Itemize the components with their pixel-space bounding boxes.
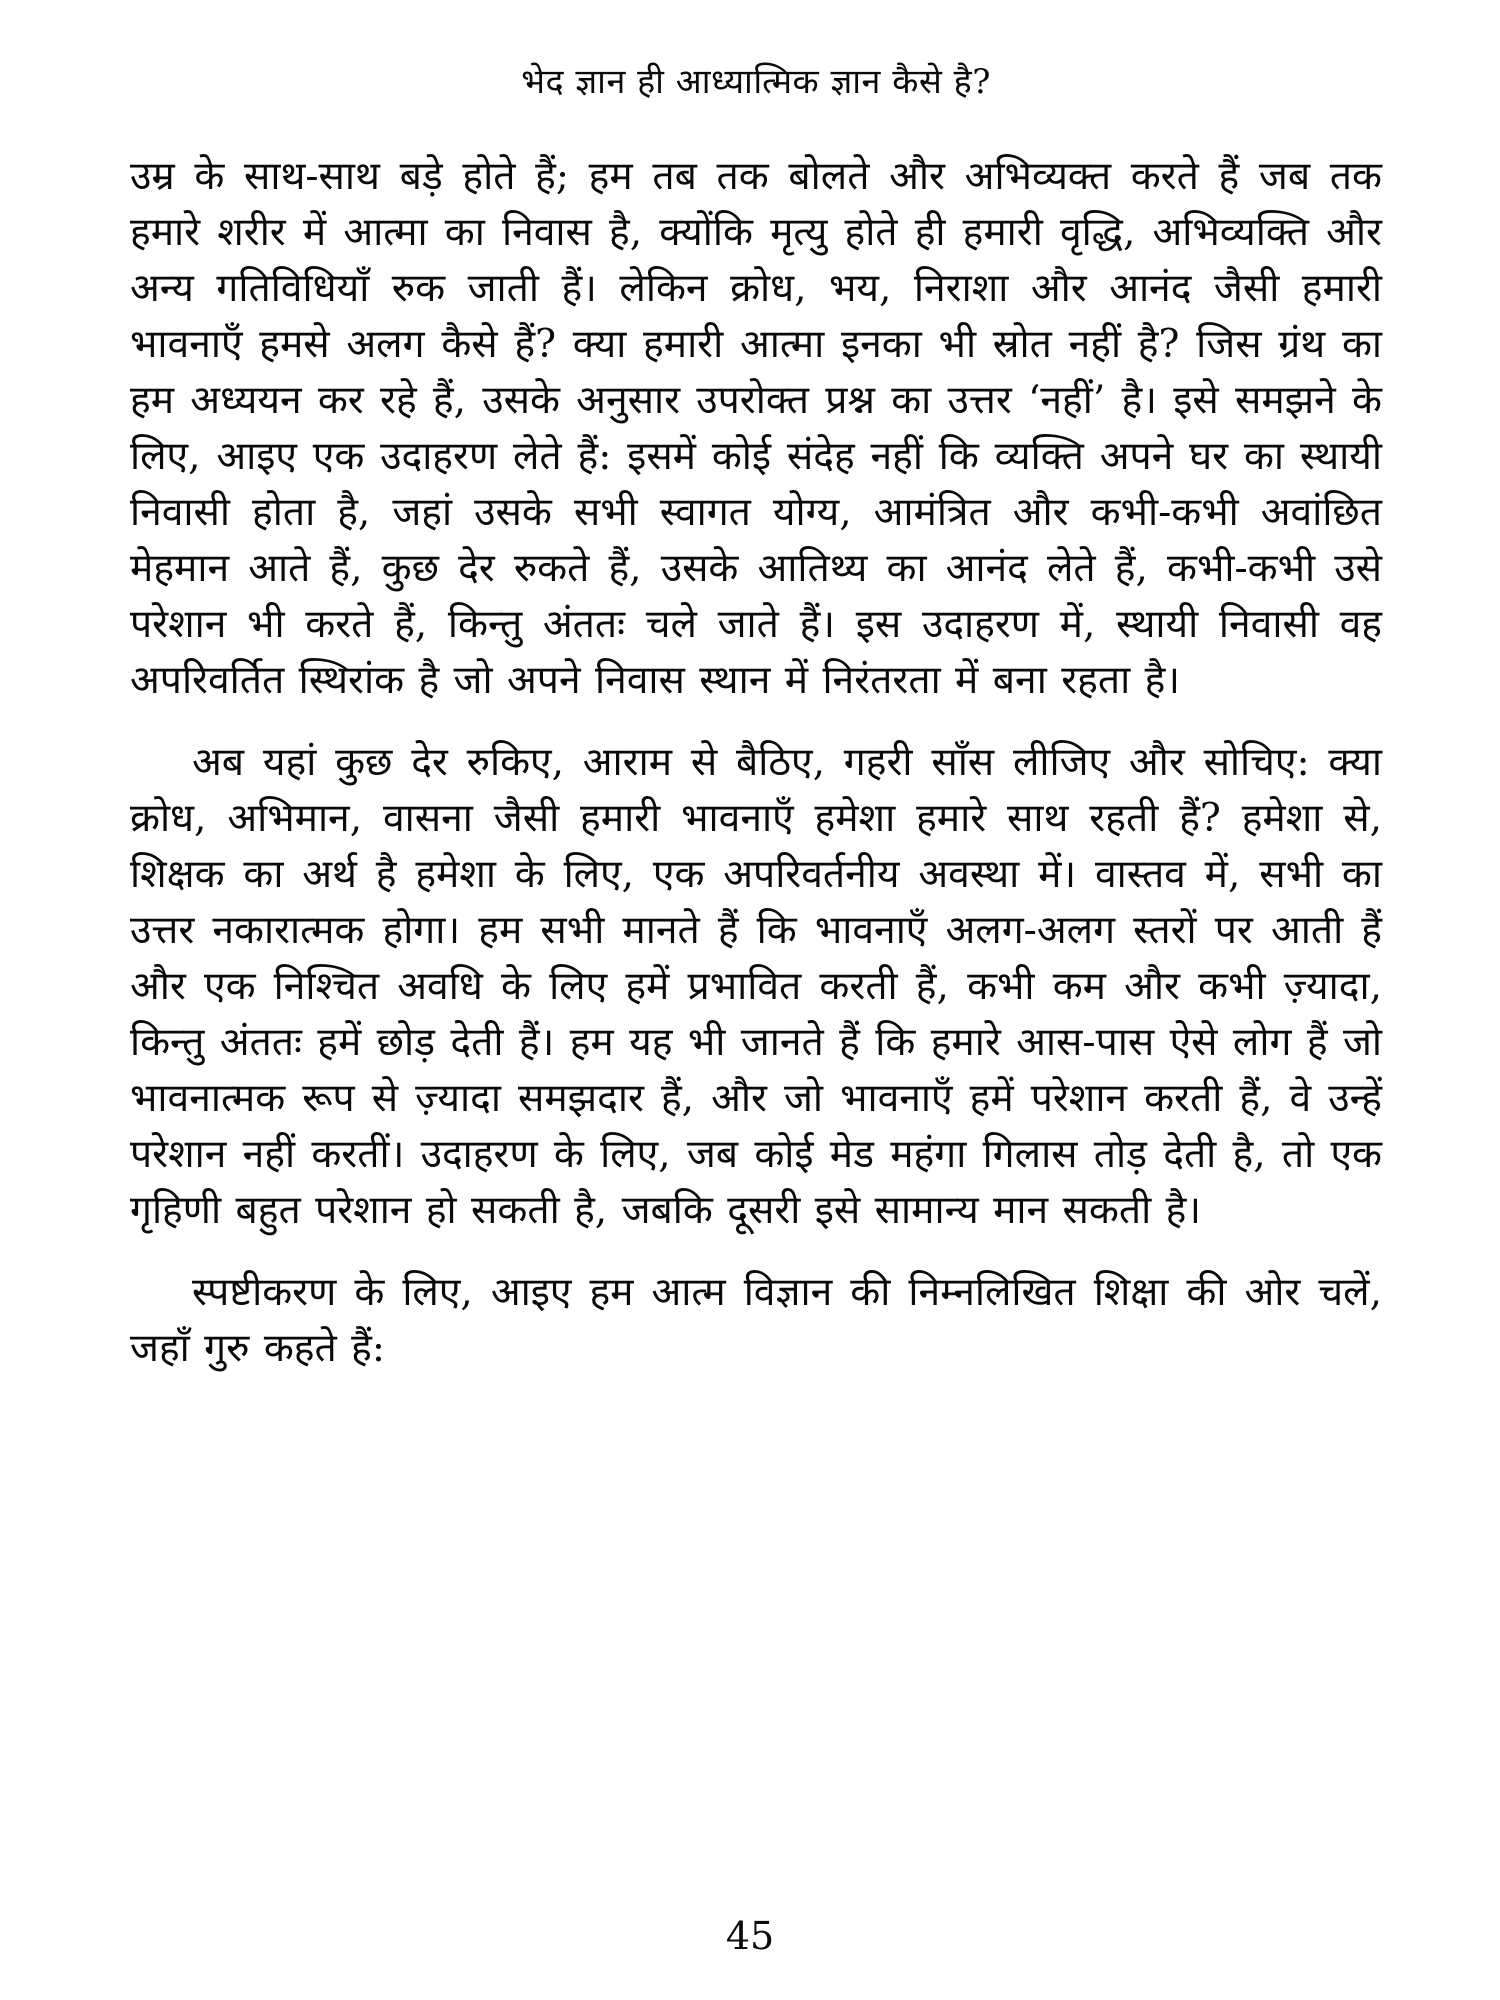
paragraph-transition: स्पष्टीकरण के लिए, आइए हम आत्म विज्ञान की निम्नलिखित शिक्षा की ओर चलें, जहाँ गुरु कहते हैं: (130, 1269, 1382, 1371)
page-number: 45 (725, 1914, 775, 1958)
paragraph-reflection: अब यहां कुछ देर रुकिए, आराम से बैठिए, गहरी साँस लीजिए और सोचिए: क्या क्रोध, अभिमान, वासना जैसी हमारी भावनाएँ हमेशा हमारे साथ रहती हैं? हमेशा से, शिक्षक का अर्थ है हमेशा के लिए, एक अपरिवर्तनीय अवस्था में। वास्तव में, सभी का उत्तर नकारात्मक होगा। हम सभी मानते हैं कि भावनाएँ अलग-अलग स्तरों पर आती हैं और एक निश्चित अवधि के लिए हमें प्रभावित करती हैं, कभी कम और कभी ज़्यादा, किन्तु अंततः हमें छोड़ देती हैं। हम यह भी जानते हैं कि हमारे आस-पास ऐसे लोग हैं जो भावनात्मक रूप से ज़्यादा समझदार हैं, और जो भावनाएँ हमें परेशान करती हैं, वे उन्हें परेशान नहीं करतीं। उदाहरण के लिए, जब कोई मेड महंगा गिलास तोड़ देती है, तो एक गृहिणी बहुत परेशान हो सकती है, जबकि दूसरी इसे सामान्य मान सकती है। (130, 739, 1382, 1233)
chapter-title: भेद ज्ञान ही आध्यात्मिक ज्ञान कैसे है? (521, 62, 991, 102)
page-body (130, 149, 1382, 1377)
paragraph-continuation: उम्र के साथ-साथ बड़े होते हैं; हम तब तक बोलते और अभिव्यक्त करते हैं जब तक हमारे शरीर में आत्मा का निवास है, क्योंकि मृत्यु होते ही हमारी वृद्धि, अभिव्यक्ति और अन्य गतिविधियाँ रुक जाती हैं। लेकिन क्रोध, भय, निराशा और आनंद जैसी हमारी भावनाएँ हमसे अलग कैसे हैं? क्या हमारी आत्मा इनका भी स्रोत नहीं है? जिस ग्रंथ का हम अध्ययन कर रहे हैं, उसके अनुसार उपरोक्त प्रश्न का उत्तर ‘नहीं’ है। इसे समझने के लिए, आइए एक उदाहरण लेते हैं: इसमें कोई संदेह नहीं कि व्यक्ति अपने घर का स्थायी निवासी होता है, जहां उसके सभी स्वागत योग्य, आमंत्रित और कभी-कभी अवांछित मेहमान आते हैं, कुछ देर रुकते हैं, उसके आतिथ्य का आनंद लेते हैं, कभी-कभी उसे परेशान भी करते हैं, किन्तु अंततः चले जाते हैं। इस उदाहरण में, स्थायी निवासी वह अपरिवर्तित स्थिरांक है जो अपने निवास स्थान में निरंतरता में बना रहता है। (130, 153, 1382, 703)
